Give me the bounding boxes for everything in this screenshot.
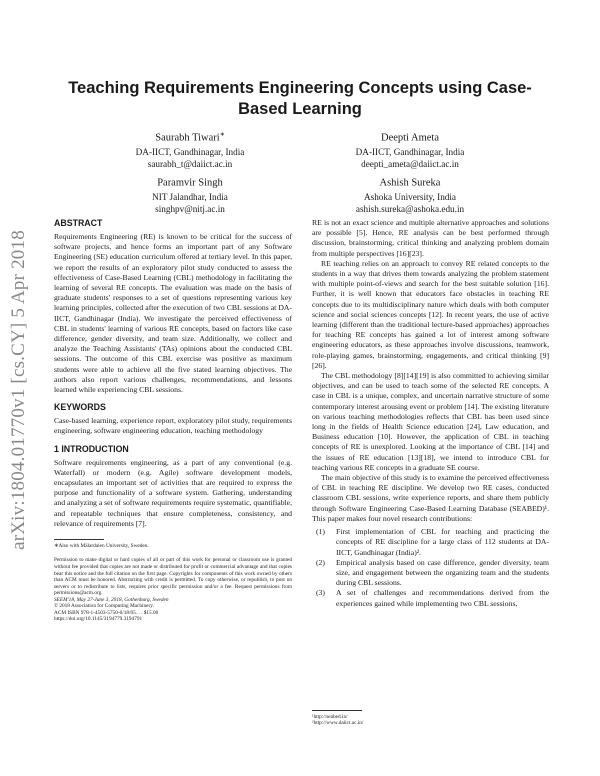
author-name: Deepti Ameta [380, 132, 440, 144]
body-paragraph: The main objective of this study is to examine the perceived effectiveness of CBL in teaching RE discipline. We develop two RE cases, conducted classroom CBL sessions, write experience reports, and share them publicly through Software Engineering Case-Based Learning Database (SEABED)¹. This paper makes four novel research contributions: [312, 473, 549, 523]
keywords-text: Case-based learning, experience report, exploratory pilot study, requirements engineering, software engineering education, teaching methodology [54, 416, 292, 436]
author-email: ashish.sureka@ashoka.edu.in [355, 204, 465, 214]
footnote-rule [312, 710, 362, 711]
contribution-item [312, 558, 549, 589]
contribution-label: (2) [316, 557, 325, 567]
isbn-line: ACM ISBN 978-1-4503-5750-0/18/05. . . $15.00 [54, 609, 159, 616]
copyright-line: © 2018 Association for Computing Machinery. [54, 603, 154, 610]
abstract-text: Requirements Engineering (RE) is known to be critical for the success of software projects, and hence forms an important part of any Software Engineering (SE) education curriculum offered at tertiary level. In this paper, we report the results of an exploratory pilot study conducted to assess the effectiveness of Case-Based Learning (CBL) methodology in facilitating the learning of several RE concepts. The evaluation was made on the basis of graduate students' responses to a set of questions representing various key learning principles, collected after the execution of two CBL sessions at DA-IICT, Gandhinagar (India). We investigate the perceived effectiveness of CBL in students' learning of various RE concepts, based on factors like case difference, gender diversity, and team size. Additionally, we collect and analyze the Teaching Assistants' (TAs) opinions about the conducted CBL sessions. The outcome of this CBL exercise was positive as maximum students were able to achieve all the five stated learning objectives. The authors also report various challenges, recommendations, and lessons learned while experiencing CBL sessions. [54, 232, 292, 395]
author-email: deepti_ameta@daiict.ac.in [361, 159, 459, 169]
author-affiliation: DA-IICT, Gandhinagar, India [135, 146, 245, 157]
footnote-rule [54, 539, 104, 540]
footnote-daiict: ²http://www.daiict.ac.in/ [312, 720, 364, 727]
author-name: Paramvir Singh [157, 177, 223, 189]
abstract-heading: ABSTRACT [54, 218, 103, 228]
author-block [100, 173, 280, 216]
author-block [100, 128, 280, 171]
contribution-label: (3) [316, 588, 325, 598]
conference-info: SEEM'18, May 27-June 3, 2018, Gothenburg, Sweden [54, 597, 169, 604]
body-paragraph: RE is not an exact science and multiple alternative approaches and solutions are possible [5]. Hence, RE analysis can be best performed through discussion, brainstorming, critical thinking and analyzing problem domain from multiple perspectives [16][23]. [312, 218, 549, 258]
contribution-item [312, 527, 549, 558]
introduction-paragraph: Software requirements engineering, as a part of any conventional (e.g. Waterfall) or modern (e.g. Agile) software development models, encapsulates an important set of activities that are required to express the purpose and functionality of a software system. Gathering, understanding and analyzing a set of software requirements require systematic, quantifiable, and repeatable techniques that ensure completeness, consistency, and relevance of requirements [7]. [54, 457, 293, 528]
footnote-seabed: ¹http://seabed.in/ [312, 714, 348, 720]
author-affiliation: NIT Jalandhar, India [152, 191, 228, 202]
left-column [54, 218, 292, 623]
author-affiliation: DA-IICT, Gandhinagar, India [355, 146, 465, 157]
author-affiliation: Ashoka University, India [363, 191, 457, 202]
contribution-item [312, 588, 549, 608]
author-email: singhpv@nitj.ac.in [155, 204, 225, 214]
author-footnote: ∗Also with Mälardalen University, Sweden. [54, 543, 149, 550]
body-paragraph: The CBL methodology [8][14][19] is also committed to achieving similar objectives, and can be used to teach some of the selected RE concepts. A case in CBL is a unique, complex, and uncertain narrative structure of some contemporary interest arousing event or problem [14]. The existing literature on various teaching methodologies reflects that CBL has been used since long in the fields of Health Science education [24], Law education, and Business education [10]. However, the application of CBL in teaching concepts of RE is unexplored. Looking at the importance of CBL [14] and the issues of RE education [13][18], we intend to introduce CBL for teaching various RE concepts in a graduate SE course. [312, 371, 549, 472]
author-block [320, 173, 500, 216]
author-email: saurabh_t@daiict.ac.in [147, 159, 233, 169]
right-footnotes [312, 710, 549, 727]
body-paragraph: RE teaching relies on an approach to convey RE related concepts to the students in a way that drives them towards analyzing the problem statement with multiple point-of-views and search for the best suitable solution [16]. Further, it is well known that educators face obstacles in teaching RE concepts due to its multidisciplinary nature which deals with both computer science and social sciences concepts [12]. In recent years, the use of active learning (different than the traditional lecture-based approaches) approaches for teaching RE concepts has gained a lot of interest among software engineering educators, as these approaches involve discussions, teamwork, role-playing games, brainstorming, engagements, and critical thinking [9][26]. [312, 258, 549, 370]
contribution-text: Empirical analysis based on case difference, gender diversity, team size, and engagement between the organizing team and the students during CBL sessions. [336, 557, 549, 588]
keywords-heading: KEYWORDS [54, 402, 106, 413]
contribution-text: A set of challenges and recommendations derived from the experiences gained while implementing two CBL sessions, [336, 588, 549, 608]
introduction-heading: 1 INTRODUCTION [54, 443, 129, 454]
author-name: Ashish Sureka [379, 177, 441, 189]
arxiv-stamp: arXiv:1804.01770v1 [cs.CY] 5 Apr 2018 [8, 230, 29, 550]
author-block [320, 128, 500, 171]
permission-notice: Permission to make digital or hard copies of all or part of this work for personal or classroom use is granted without fee provided that copies are not made or distributed for profit or commercial advantage and that copies bear this notice and the full citation on the first page. Copyrights for components of this work owned by others than ACM must be honored. Abstracting with credit is permitted. To copy otherwise, or republish, to post on servers or to redistribute to lists, requires prior specific permission and/or a fee. Request permissions from permissions@acm.org. [54, 557, 292, 597]
author-name: Saurabh Tiwari∗ [155, 132, 225, 144]
contribution-label: (1) [316, 527, 325, 537]
doi-line: https://doi.org/10.1145/3194779.3194791 [54, 616, 143, 623]
paper-title: Teaching Requirements Engineering Concepts using Case-Based Learning [68, 79, 532, 118]
contribution-text: First implementation of CBL for teaching and practicing the concepts of RE discipline for a large class of 112 students at DA-IICT, Gandhinagar (India)². [336, 527, 549, 557]
arxiv-stamp-margin [5, 200, 35, 580]
right-column [312, 218, 549, 609]
